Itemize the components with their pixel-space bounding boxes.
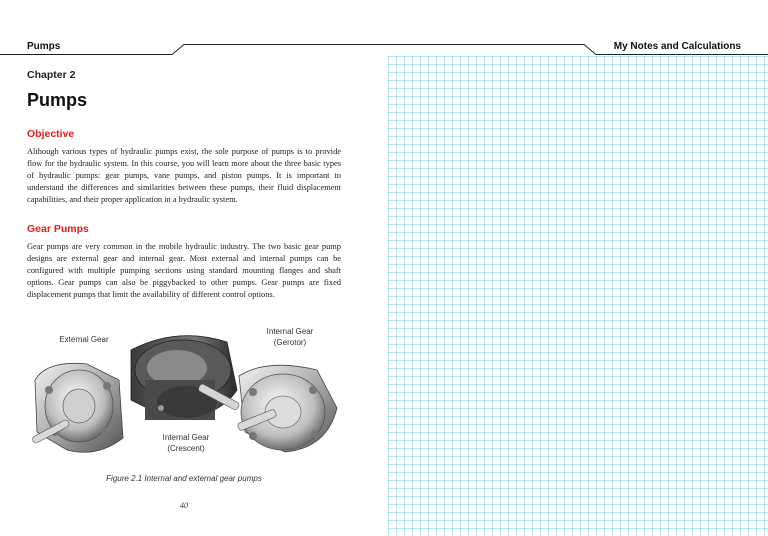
page-number: 40 <box>180 501 188 510</box>
paragraph-gear-pumps: Gear pumps are very common in the mobile hydraulic industry. The two basic gear pump designs are external gear and internal gear. Most external and internal pumps can be configured with multiple pumping sections using standard mounting flanges and shaft options. Gear pumps can also be piggybacked to other pumps. Gear pumps are fixed displacement pumps that limit the availability of different control options. <box>27 242 341 299</box>
paragraph-objective: Although various types of hydraulic pumps exist, the sole purpose of pumps is to provide flow for the hydraulic system. In this course, you will learn more about the three basic types of hydraulic pumps: gear pumps, vane pumps, and piston pumps. It is important to understand the differences and similarities between these pumps, their fluid displacement capabilities, and their proper application in a hydraulic system. <box>27 147 341 204</box>
label-internal-gear-crescent <box>151 432 221 454</box>
label-external-gear: External Gear <box>59 335 109 344</box>
label-internal-gear-gerotor-line2: (Gerotor) <box>273 338 307 347</box>
section-heading-gear-pumps: Gear Pumps <box>27 223 89 235</box>
header-section-title: Pumps <box>27 41 61 52</box>
label-internal-gear-gerotor <box>255 326 325 348</box>
external-gear-pump-image <box>31 363 123 452</box>
figure-caption: Figure 2.1 Internal and external gear pumps <box>106 474 262 483</box>
notes-grid-area <box>388 56 768 536</box>
label-internal-gear-crescent-line1: Internal Gear <box>162 433 210 442</box>
label-internal-gear-crescent-line2: (Crescent) <box>167 444 205 453</box>
chapter-label: Chapter 2 <box>27 69 76 81</box>
section-heading-objective: Objective <box>27 128 75 140</box>
header-notes-title: My Notes and Calculations <box>613 41 741 52</box>
label-internal-gear-gerotor-line1: Internal Gear <box>266 327 314 336</box>
internal-gear-crescent-pump-image <box>131 336 240 420</box>
page-title: Pumps <box>27 90 88 110</box>
gear-pumps-figure <box>27 320 341 466</box>
internal-gear-gerotor-pump-image <box>237 365 337 452</box>
